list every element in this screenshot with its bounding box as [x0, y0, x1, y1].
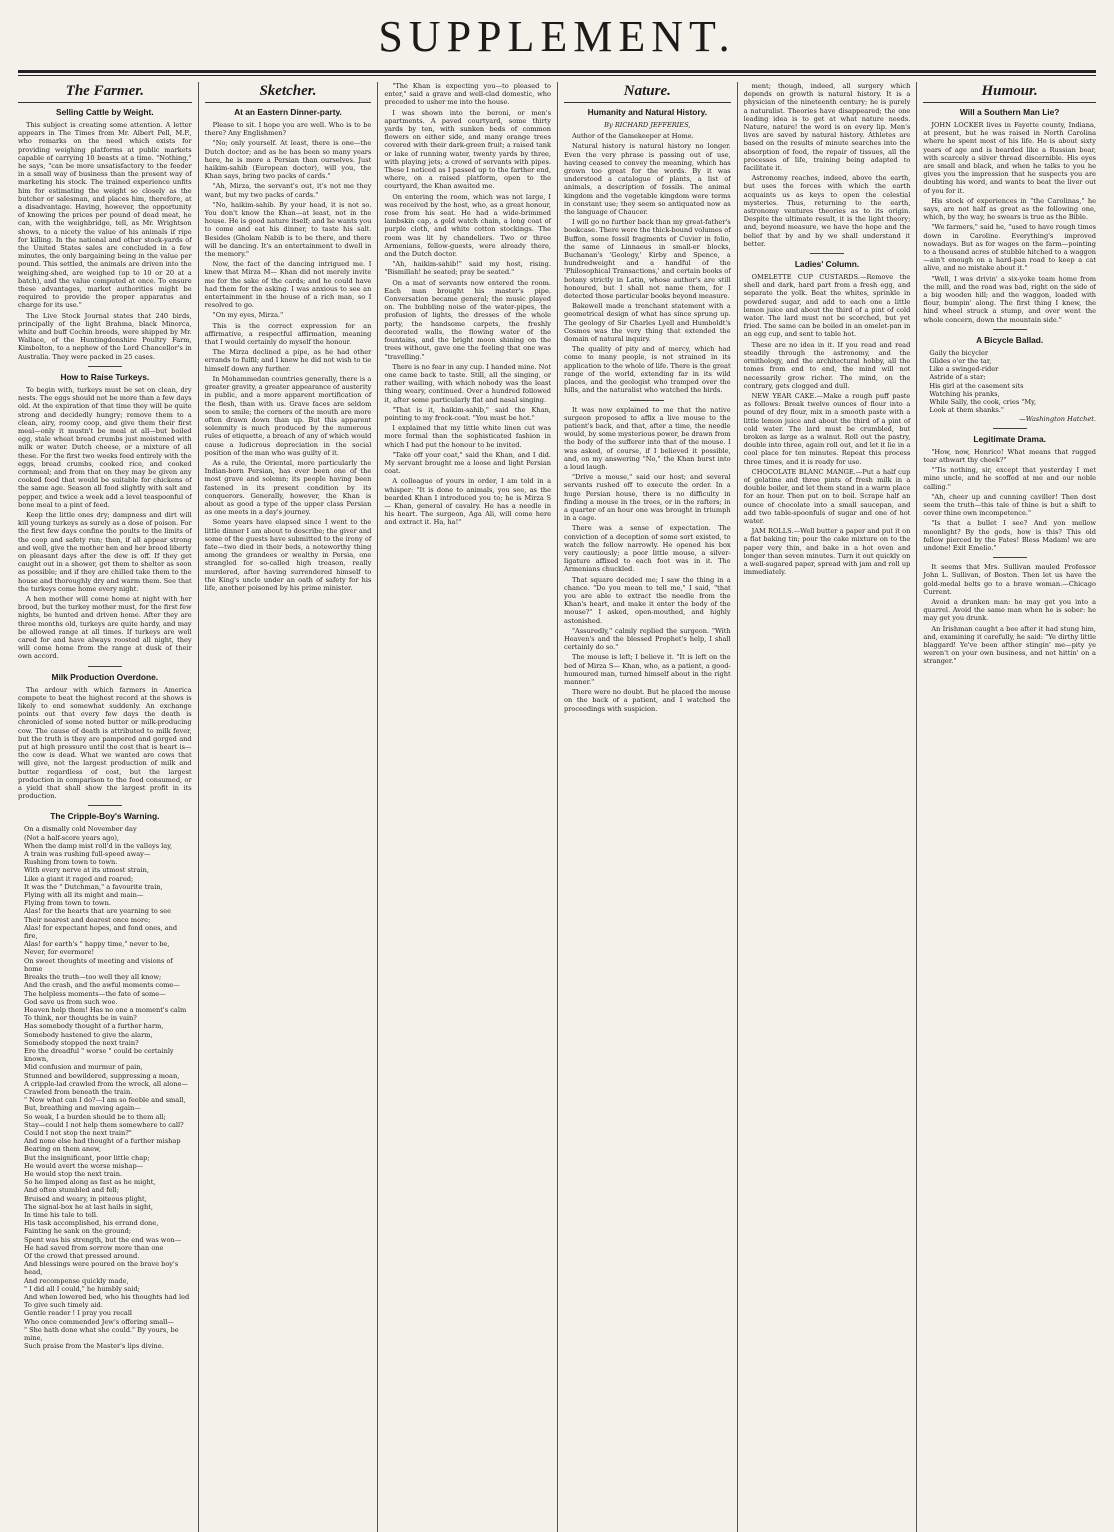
article-paragraph: As a rule, the Oriental, more particularly the Indian-born Persian, has ever been one of the most grave and solemn; its people having been fastened in its present condition by its conquerors. Generally, however, the Khan is about as good a type of the upper class Persian as one meets in a day's journey.: [204, 458, 372, 517]
department-rule: [205, 102, 372, 103]
masthead-title: SUPPLEMENT.: [378, 12, 736, 61]
poem-line: Somebody hastened to give the alarm,: [24, 1030, 153, 1039]
article-signature: —Washington Hatchet.: [1019, 414, 1096, 423]
article-paragraph: The Mirza declined a pipe, as he had other errands to fulfil; and I knew he did not wish to tie himself down any further.: [204, 348, 372, 373]
article-paragraph: CHOCOLATE BLANC MANGE.—Put a half cup of gelatine and three pints of fresh milk in a double boiler, and let them stand in a warm place for an hour. Then put on to boil. Scrape half an ounce of chocolate into a small saucepan, and add two table-spoonfuls of sugar and one of hot water.: [743, 467, 911, 525]
article: [923, 434, 1096, 552]
article-paragraph: "That is it, haikim-sahib," said the Khan, pointing to my frock-coat. "You must be hot.": [384, 405, 551, 422]
article-separator: [88, 366, 122, 367]
poem-line: Stay—could I not help them somewhere to call?: [24, 1120, 184, 1129]
article-paragraph: "Ah, Mirza, the servant's out, it's not me they want, but my two packs of cards.": [204, 182, 372, 199]
poem-line: His girl at the casement sits: [929, 381, 1024, 390]
article-headline: Will a Southern Man Lie?: [959, 107, 1060, 117]
column-3: [377, 82, 557, 1532]
poem-line: Fainting he sank on the ground;: [24, 1227, 132, 1236]
article-paragraph: It was now explained to me that the native surgeon proposed to affix a live mouse to the patient's back, and that, after a time, the needle would, by some mysterious power, be drawn from the body of the sufferer into that of the mouse. I was asked, of course, if I believed it possible, and, on my answering "No," the Khan burst into a loud laugh.: [564, 405, 731, 471]
article-headline: A Bicycle Ballad.: [976, 334, 1044, 345]
article-separator: [630, 400, 664, 401]
poem-line: But, breathing and moving again—: [24, 1104, 141, 1113]
poem-line: Never, for evermore!: [24, 948, 95, 957]
poem-line: And recompense quickly made,: [24, 1276, 129, 1285]
article-separator: [88, 805, 122, 806]
poem-line: Who once commended Jew's offering small—: [24, 1317, 174, 1326]
poem-verse: [923, 349, 1096, 415]
article-paragraph: "No; only yourself. At least, there is one—the Dutch doctor; and as he has been so many years here, he is more a Persian than ourselves. Just haikim-sahib (European doctor), will you, the Khan says, bring two packs of cards.": [204, 139, 372, 181]
department-rule: [18, 102, 192, 103]
article-paragraph: "We farmers," said he, "used to have rough times down in Caroline. Everything's improved nowadays. But as for wages on the farm—pointing to a thousand acres of stubble hitched to a waggon—ain't enough on a hard-pan road to keep a cat alive, and no mistake about it.": [923, 223, 1096, 273]
article: [923, 563, 1096, 665]
column-1: [18, 82, 198, 1532]
article-paragraph: There is no fear in any cup. I handed mine. Not one came back to taste. Still, all the singing, or rather wailing, with which nobody was the least thing weary, continued. Over a hundred followed it, after some particularly flat and nasal singing.: [384, 362, 551, 404]
poem-line: Spent was his strength, but the end was won—: [24, 1235, 182, 1244]
article-paragraph: That square decided me; I saw the thing in a chance. "Do you mean to tell me," I said, "that you are able to extract the needle from the Khan's heart, and make it enter the body of the mouse?" I asked, open-mouthed, and highly astonished.: [564, 575, 731, 625]
poem-line: Watching his pranks,: [929, 389, 1000, 398]
article: [18, 811, 192, 1350]
poem-line: (Not a half-score years ago),: [24, 833, 119, 842]
article-paragraph: "Ah, cheer up and cunning caviller! Then dost seem the truth—this tale of thine is but a shift to cover thine own incompetence.": [923, 492, 1096, 518]
article-paragraph: Now, the fact of the dancing intrigued me. I knew that Mirza M— Khan did not merely invite me for the sake of the cards; and he could have had them for the asking. I was anxious to see an entertainment in the house of a rich man, so I resolved to go.: [204, 260, 372, 310]
department-rule: [923, 102, 1096, 103]
article-paragraph: "Take off your coat," said the Khan, and I did. My servant brought me a loose and light Persian coat.: [384, 450, 551, 476]
article-paragraph: "Drive a mouse," said our host; and several servants rushed off to execute the order. In a huge Persian house, there is no difficulty in finding a mouse in the trees, or in the rafters; in a quarter of an hour one was brought in triumph in a cage.: [564, 473, 731, 523]
poem-line: Look at them shanks.": [929, 406, 1004, 415]
article-paragraph: His stock of experiences in "the Carolinas," he says, are not half as great as the following one, which, by the way, he swears is true as the Bible.: [923, 196, 1096, 222]
article-headline: How to Raise Turkeys.: [60, 371, 150, 382]
poem-line: Rushing from town to town.: [24, 858, 118, 867]
article-paragraph: OMELETTE CUP CUSTARDS.—Remove the shell and dark, hard part from a fresh egg, and separate the yolk. Beat the whites, sprinkle in powdered sugar, and add to each one a little lemon juice and about the third of a pint of cold water. The lard must not be scorched, but yet fried. The same can be boiled in an omelet-pan in an egg cup, and sent to table hot.: [743, 273, 911, 339]
poem-line: Heaven help them! Has no one a moment's calm: [24, 1005, 187, 1014]
article-paragraph: There were no doubt. But he placed the mouse on the back of a patient, and I watched the proceedings with suspicion.: [564, 688, 731, 713]
poem-line: While Sally, the cook, cries "My,: [929, 398, 1037, 407]
column-6: [916, 82, 1096, 1532]
poem-line: A train was rushing full-speed away—: [24, 850, 151, 859]
poem-line: Flying from town to town.: [24, 899, 111, 908]
article-headline: Ladies' Column.: [794, 259, 860, 270]
article-paragraph: A colleague of yours in order, I am told in a whisper: "It is done to animals, you see, as the bearded Khan I introduced you to; he is Mirza S— Khan, general of cavalry. He has a needle in his heart. The surgeon, Aga Ali, will come here and extract it. Ha, ha!": [384, 477, 551, 527]
article-paragraph: Please to sit. I hope you are well. Who is to be there? Any Englishmen?: [204, 121, 372, 138]
article-paragraph: The mouse is left; I believe it. "It is left on the bed of Mirza S— Khan, who, as a patient, a good-humoured man, turned himself about in the right manner.": [564, 653, 731, 686]
poem-line: On a dismally cold November day: [24, 825, 137, 834]
poem-line: Gaily the bicycler: [929, 348, 989, 357]
poem-line: Could I not stop the next train?": [24, 1128, 132, 1137]
poem-line: The signal-box he at last hails in sight,: [24, 1202, 153, 1211]
article: [564, 107, 731, 395]
article: [18, 672, 192, 801]
article-paragraph: I was shown into the beroni, or men's apartments. A paved courtyard, some thirty yards by ten, with sunken beds of common flowers on either side, and many orange trees covered with their dark-green fruit; a raised tank or lake of running water, twenty yards by three, with playing jets; a crowd of servants with pipes. These I noticed as I passed up to the farther end, where, on a raised platform, open to the courtyard, the Khan awaited me.: [384, 108, 551, 191]
poem-line: Alas! for earth's " happy time," never to be,: [24, 940, 170, 949]
poem-line: Mid confusion and murmur of pain,: [24, 1063, 143, 1072]
poem-line: Alas! for expectant hopes, and fond ones, and fire,: [24, 923, 178, 941]
poem-line: Alas! for the hearts that are yearning to see: [24, 907, 172, 916]
article-paragraph: JOHN LOCKER lives in Fayette county, Indiana, at present, but he was raised in North Carolina where he spent most of his life. He is about sixty years of age and is bearded like a Russian boar, with scarcely a silver thread discernible. His eyes are small and black, and when he talks to you he gives you the impression that he suspects you are doubting his word, and wants to beat the liver out of you for it.: [923, 121, 1096, 195]
poem-line: And the crash, and the awful moments come—: [24, 981, 180, 990]
article-headline: The Cripple-Boy's Warning.: [50, 811, 160, 822]
article-paragraph: In Mohammedan countries generally, there is a greater gravity, a greater appearance of austerity in public, and a more apparent mortification of the flesh, than with us. Grave faces are seldom seen to smile; the corners of the mouth are more often drawn down than up. But this apparent solemnity is much produced by the numerous rules of etiquette, a breach of any of which would cause a ludicrous depreciation in the social position of the man who was guilty of it.: [204, 374, 372, 457]
poem-line: His task accomplished, his errand done,: [24, 1219, 159, 1228]
article-paragraph: Astronomy reaches, indeed, above the earth, but uses the forces with which the earth acquaints us as keys to open the celestial mysteries. Thus, returning to the earth, astronomy ventures theories as to its origin. Despite the ultimate result, it is the light theory; and, beyond measure, we have the hope and the belief that by and by we shall understand it better.: [743, 174, 911, 248]
poem-line: And blessings were poured on the brave boy's head,: [24, 1260, 179, 1277]
article-paragraph: The ardour with which farmers in America compete to beat the highest record at the shows is likely to end somewhat suddenly. An exchange points out that every few days the death is chronicled of some noted butter or milk-producing cow. The cause of death is attributed to milk fever, but the truth is they are pampered and gorged and put at high pressure until the cost that is heart is—the cow is dead. What we wanted are cows that will give, not the largest production of milk and butter regardless of cost, but the largest production in comparison to the food consumed, or a yield that shall show the largest profit in its production.: [18, 685, 192, 801]
article-headline: Humanity and Natural History.: [587, 107, 708, 117]
poem-line: When the damp mist roll'd in the valleys lay,: [24, 841, 173, 850]
department-heading: Sketcher.: [259, 83, 317, 99]
article-paragraph: This is the correct expression for an affirmative, a respectful affirmation, meaning that I would certainly do myself the honour.: [204, 321, 372, 347]
article-paragraph: "Ah, haikim-sahib!" said my host, rising. "Bismillah! be seated; pray be seated.": [384, 260, 551, 277]
poem-line: God save us from such woe.: [24, 997, 118, 1006]
article-paragraph: An Irishman caught a bee after it had stung him, and, examining it carefully, he said: "Ye dirthy little blaggard! Ye've been afther stingin' me—pity ye weren't on your own business, and not hittin' on a stranger.": [923, 624, 1096, 666]
poem-line: Glides o'er the tar,: [929, 357, 992, 366]
article-headline: At an Eastern Dinner-party.: [234, 107, 342, 117]
poem-line: Their nearest and dearest once more;: [24, 915, 151, 924]
article-paragraph: JAM ROLLS.—Well butter a paper and put it on a flat baking tin; pour the cake mixture on to the paper very thin, and bake in a hot oven and longer than seven minutes. Turn it out quickly on a well-sugared paper, spread with jam and roll up immediately.: [743, 527, 911, 577]
poem-line: Like a swinged-rider: [929, 365, 999, 374]
poem-line: So weak, I a burden should be to them all;: [24, 1112, 166, 1121]
poem-line: He had saved from sorrow more than one: [24, 1243, 164, 1252]
columns-grid: [18, 82, 1096, 1532]
article-paragraph: I explained that my little white linen cut was more formal than the sophisticated fashion in which I had put the honour to be invited.: [384, 424, 551, 449]
article-paragraph: On a mat of servants now entered the room. Each man brought his master's pipe. Conversation became general; the music played on. The bubbling noise of the water-pipes, the profusion of lights, the dresses of the whole party, the handsome carpets, the freshly decorated walls, the flowing water of the fountains, and the bright moon shining on the trees without, gave one the feeling that one was "travelling.": [384, 278, 551, 361]
poem-line: He would avert the worse mishap—: [24, 1161, 144, 1170]
poem-line: But the insignificant, poor little chap;: [24, 1153, 150, 1162]
poem-line: So he limped along as fast as he might,: [24, 1178, 156, 1187]
poem-line: He would stop the next train.: [24, 1169, 123, 1178]
department-rule: [564, 102, 731, 103]
article-headline: Milk Production Overdone.: [51, 671, 159, 682]
article-paragraph: "Well, I was drivin' a six-yoke team home from the mill, and the road was bad, right on the side of a big wooden hill; and the waggon, loaded with flour, bumpin' along. The first thing I knew, the hind wheel struck a stump, and over went the whole concern, down the mountain side.": [923, 274, 1096, 324]
poem-line: " I did all I could," he humbly said;: [24, 1284, 140, 1293]
poem-line: Such praise from the Master's lips divine.: [24, 1342, 164, 1351]
column-4: [557, 82, 737, 1532]
article-headline: Legitimate Drama.: [973, 433, 1046, 444]
article-paragraph: "The Khan is expecting you—to pleased to enter," said a grave and well-clad domestic, who preceded to usher me into the house.: [384, 82, 551, 107]
poem-line: Ere the dreadful " worse " could be certainly known,: [24, 1046, 174, 1064]
poem-line: It was the " Dutchman," a favourite train,: [24, 882, 163, 891]
article-paragraph: Author of the Gamekeeper at Home.: [572, 132, 694, 141]
article-paragraph: Natural history is natural history no longer. Even the very phrase is passing out of use, having ceased to convey the meaning, which has grown too great for the words. By it was understood a catalogue of plants, a list of animals, a description of fossils. The animal kingdom and the vegetable kingdom were terms in constant use; they seem so antiquated now as the language of Chaucer.: [564, 142, 731, 217]
article: [564, 406, 731, 713]
poem-line: Flying with all its might and main—: [24, 891, 144, 900]
poem-line: On sweet thoughts of meeting and visions of home: [24, 956, 173, 973]
poem-line: To give such timely aid.: [24, 1301, 103, 1310]
masthead-rule-thin: [18, 75, 1096, 76]
article-byline: By RICHARD JEFFERIES,: [604, 121, 691, 129]
article-paragraph: These are no idea in it. If you read and read steadily through the astronomy, and the ornithology, and the architectural hobby, all the tomes from end to end, the mind will not necessarily grow richer. The mind, on the contrary, gets clogged and dull.: [743, 340, 911, 390]
poem-line: And often stumbled and fell;: [24, 1186, 119, 1195]
article-separator: [993, 557, 1027, 558]
article-paragraph: "On my eyes, Mirza.": [212, 311, 284, 320]
article-paragraph: Some years have elapsed since I went to the little dinner I am about to describe; the giver and some of the guests have submitted to the irony of fate—two died in their beds, a noteworthy thing among the grandees or wealthy in Persia, one strangled for so-called high treason, really murdered, after having surrendered himself to the King's uncle under an oath of safety for his life, another poisoned by his prime minister.: [204, 518, 372, 592]
article: [744, 82, 911, 248]
department-heading: Humour.: [981, 83, 1038, 99]
article: [923, 335, 1096, 423]
poem-line: In time his tale to tell.: [24, 1210, 99, 1219]
poem-line: Somebody stopped the next train?: [24, 1038, 139, 1047]
article-paragraph: A hen mother will come home at night with her brood, but the turkey mother must, for the first few nights, be hunted and driven home. After they are three months old, turkeys are quite hardy, and may be allowed range at all times. If turkeys are well cared for and have always roosted all night, they will come home from the range at dusk of their own accord.: [18, 594, 192, 661]
poem-line: Breaks the truth—too well they all know;: [24, 973, 162, 982]
poem-line: Gentle reader ! I pray you recall: [24, 1309, 133, 1318]
article: [205, 107, 372, 592]
article: [384, 82, 551, 527]
article-paragraph: "No, haikim-sahib. By your head, it is not so. You don't know the Khan—at least, not in the house. He is good nature itself; and he wants you to come and eat his dinner, to taste his salt. Besides (Gholam Nabib is to be there, and there will be dancing. It's an entertainment to dwell in the memory.": [204, 200, 372, 259]
article-paragraph: The quality of pity and of mercy, which had come to many people, is not strained in its application to the whole of life. There is the great range of the world, extending far in its wild places, and the geologist who tramped over the hills, and the naturalist who watched the birds.: [564, 345, 731, 395]
article-paragraph: To begin with, turkeys must be set on clean, dry nests. The eggs should not be more than a few days old. At the expiration of that time they will be quite strong and decidedly hungry; remove them to a clean, airy, roomy coop, and give them their first meal—only it mustn't be meal at all—but boiled egg, stale wheat bread crumbs just moistened with milk or water. Dutch cheese, or a mixture of all these. For the first two weeks feed entirely with the eggs, bread crumbs, cooked rice, and cooked cornmeal; and from that on they may be given any cooked food that would be suitable for chickens of the same age. Season all food slightly with salt and pepper, and twice a week add a level teaspoonful of bone meal to a pint of feed.: [18, 385, 192, 509]
poem-line: Of the crowd that pressed around.: [24, 1252, 140, 1260]
article-paragraph: ment; though, indeed, all surgery which depends on growth is natural history. It is a physician of the nineteenth century; he is purely a naturalist. Theories have disappeared; the one leading idea is to get at what nature needs. Nature, nature! the word is on every lip. Men's lives are saved by natural history. Athletes are based on the results of minute searches into the absorption of food, the repair of tissues, all the processes of life, training being adapted to facilitate it.: [743, 82, 911, 173]
masthead-rule: [18, 70, 1096, 73]
department-heading: The Farmer.: [65, 83, 144, 99]
article-paragraph: NEW YEAR CAKE.—Make a rough puff paste as follows: Break twelve ounces of flour into a pound of dry flour, mix in a smooth paste with a little lemon juice and about the third of a pint of cold water. The lard must be crumbled, but broken as large as a walnut. Roll out the pastry, double into three, again roll out, and let it lie in a cool place for ten minutes. Repeat this process three times, and it is ready for use.: [743, 391, 911, 466]
article-paragraph: "How, now, Henrico! What means that rugged tear athwart thy cheek?": [923, 447, 1096, 464]
article-separator: [810, 253, 844, 254]
article-paragraph: Avoid a drunken man: he may get you into a quarrel. Avoid the same man when he is sober: he may get you drunk.: [923, 597, 1096, 623]
column-5: [737, 82, 917, 1532]
poem-line: The helpless moments—the fate of some—: [24, 989, 166, 998]
column-2: [198, 82, 378, 1532]
poem-line: Bruised and weary, in piteous plight,: [24, 1194, 147, 1203]
article-headline: Selling Cattle by Weight.: [56, 107, 154, 117]
poem-line: Crawled from beneath the train.: [24, 1087, 133, 1096]
poem-line: " She hath done what she could." By yours, be mine,: [24, 1325, 179, 1343]
article: [18, 107, 192, 361]
poem-line: Astride of a star;: [929, 373, 986, 382]
article: [744, 259, 911, 576]
article-paragraph: On entering the room, which was not large, I was received by the host, who, as a great honour, rose from his seat. He had a wide-brimmed lambskin cap, a gold watch chain, a long coat of purple cloth, and white cotton stockings. The room was lit by chandeliers. Two or three Armenians, fellow-guests, were already there, and the Dutch doctor.: [384, 192, 551, 259]
article: [923, 107, 1096, 324]
article-paragraph: This subject is creating some attention. A letter appears in The Times from Mr. Albert Pell, M.P., who remarks on the need which exists for providing weighing platforms at public markets capable of carrying 10 beasts at a time. "Nothing," he says, "can be more unsatisfactory to the feeder in a small way of business than the present way of marketing his stock. The trained experience unfits him for estimating the weight so closely as the butcher or salesman, and places him, therefore, at a disadvantage. Having, however, the opportunity of knowing the prices per pound of dead meat, he can, with the weighbridge, tell, as Mr. Wrightson shows, to a nicety the value of his animals if ripe for killing. In the national and other stock-yards of the United States sales are concluded in a few minutes, the only bargaining being in the value per pound. This settled, the animals are driven into the weighing-shed, are weighed (up to 10 or 20 at a batch), and the value computed at once. To ensure these advantages, market authorities might be required to provide the proper apparatus and charge for its use.": [18, 121, 192, 310]
poem-line: A cripple-lad crawled from the wreck, all alone—: [24, 1079, 188, 1088]
poem-line: Like a giant it raged and roared;: [24, 874, 134, 883]
article-paragraph: Keep the little ones dry; dampness and dirt will kill young turkeys as surely as a dose of poison. For the first few days confine the poults to the limits of the coop and safety run; then, if all appear strong and well, give the mother hen and her brood liberty on pleasant days after the dew is off. If they get caught out in a shower, get them to shelter as soon as possible; and if they are chilled take them to the house and thoroughly dry and warm them. See that the turkeys come home every night.: [18, 510, 192, 593]
poem-line: Bearing on them anew,: [24, 1145, 101, 1154]
article-paragraph: "Assuredly," calmly replied the surgeon. "With Heaven's and the blessed Prophet's help, I shall certainly do so.": [564, 626, 731, 652]
article-separator: [88, 666, 122, 667]
poem-line: With every nerve at its utmost strain,: [24, 866, 150, 875]
poem-line: To think, nor thoughts be in vain?: [24, 1014, 137, 1023]
department-heading: Nature.: [623, 83, 671, 99]
article-separator: [993, 428, 1027, 429]
poem-line: And none else had thought of a further mishap: [24, 1137, 181, 1146]
article-paragraph: "'Tis nothing, sir, except that yesterday I met mine uncle, and he scoffed at me and our noble calling.": [923, 466, 1096, 491]
poem-verse: [18, 825, 192, 1350]
poem-line: Has somebody thought of a further harm,: [24, 1022, 164, 1031]
article-paragraph: "Is that a bullet I see? And yon mellow moonlight? By the gods, how is this? This old fellow pierced by the Fates! Bless Madam! we are undone! Exit Emelio.": [923, 519, 1096, 552]
article-paragraph: It seems that Mrs. Sullivan mauled Professor John L. Sullivan, of Boston. Then let us have the gold-medal belts go to a brave woman.—Chicago Current.: [923, 563, 1096, 596]
article-separator: [993, 329, 1027, 330]
article: [18, 372, 192, 661]
poem-line: Stunned and bewildered, suppressing a moan,: [24, 1071, 180, 1080]
article-paragraph: I will go no further back than my great-father's bookcase. There were the thick-bound volumes of Buffon, some fossil fragments of Cuvier in folio, the same of Linnaeus in small-er blocks, Buchanan's 'Geology,' Kirby and Spence, a hundredweight and a handful of the 'Philosophical Transactions,' and certain books of botany strictly in Latin, whose author's are still honoured, but I shall not name them, for I detected those particular books beyond measure.: [564, 218, 731, 301]
poem-line: And when lowered bed, who his thoughts had led: [24, 1293, 190, 1302]
article-paragraph: There was a sense of expectation. The conviction of a deception of some sort existed, to watch the fellow narrowly. He opened his box very cautiously; a poor little mouse, a silver-ligature affixed to each foot was in it. The Armenians chuckled.: [564, 524, 731, 574]
article-paragraph: Bakewell made a trenchant statement with a geometrical design of what has since sprung up. The geology of Sir Charles Lyell and Humboldt's Cosmos was the very thing that extended the domain of natural inquiry.: [564, 302, 731, 344]
poem-line: " Now what can I do?—I am so feeble and small,: [24, 1096, 186, 1105]
article-paragraph: The Live Stock Journal states that 240 birds, principally of the light Brahma, black Minorca, white and buff Cochin breeds, were shipped by Mr. Wallace, of the Huntingdonshire Poultry Farm, Kimbolton, to a nephew of the Lord Chancellor's in Australia. They were packed in 25 cases.: [18, 311, 192, 361]
